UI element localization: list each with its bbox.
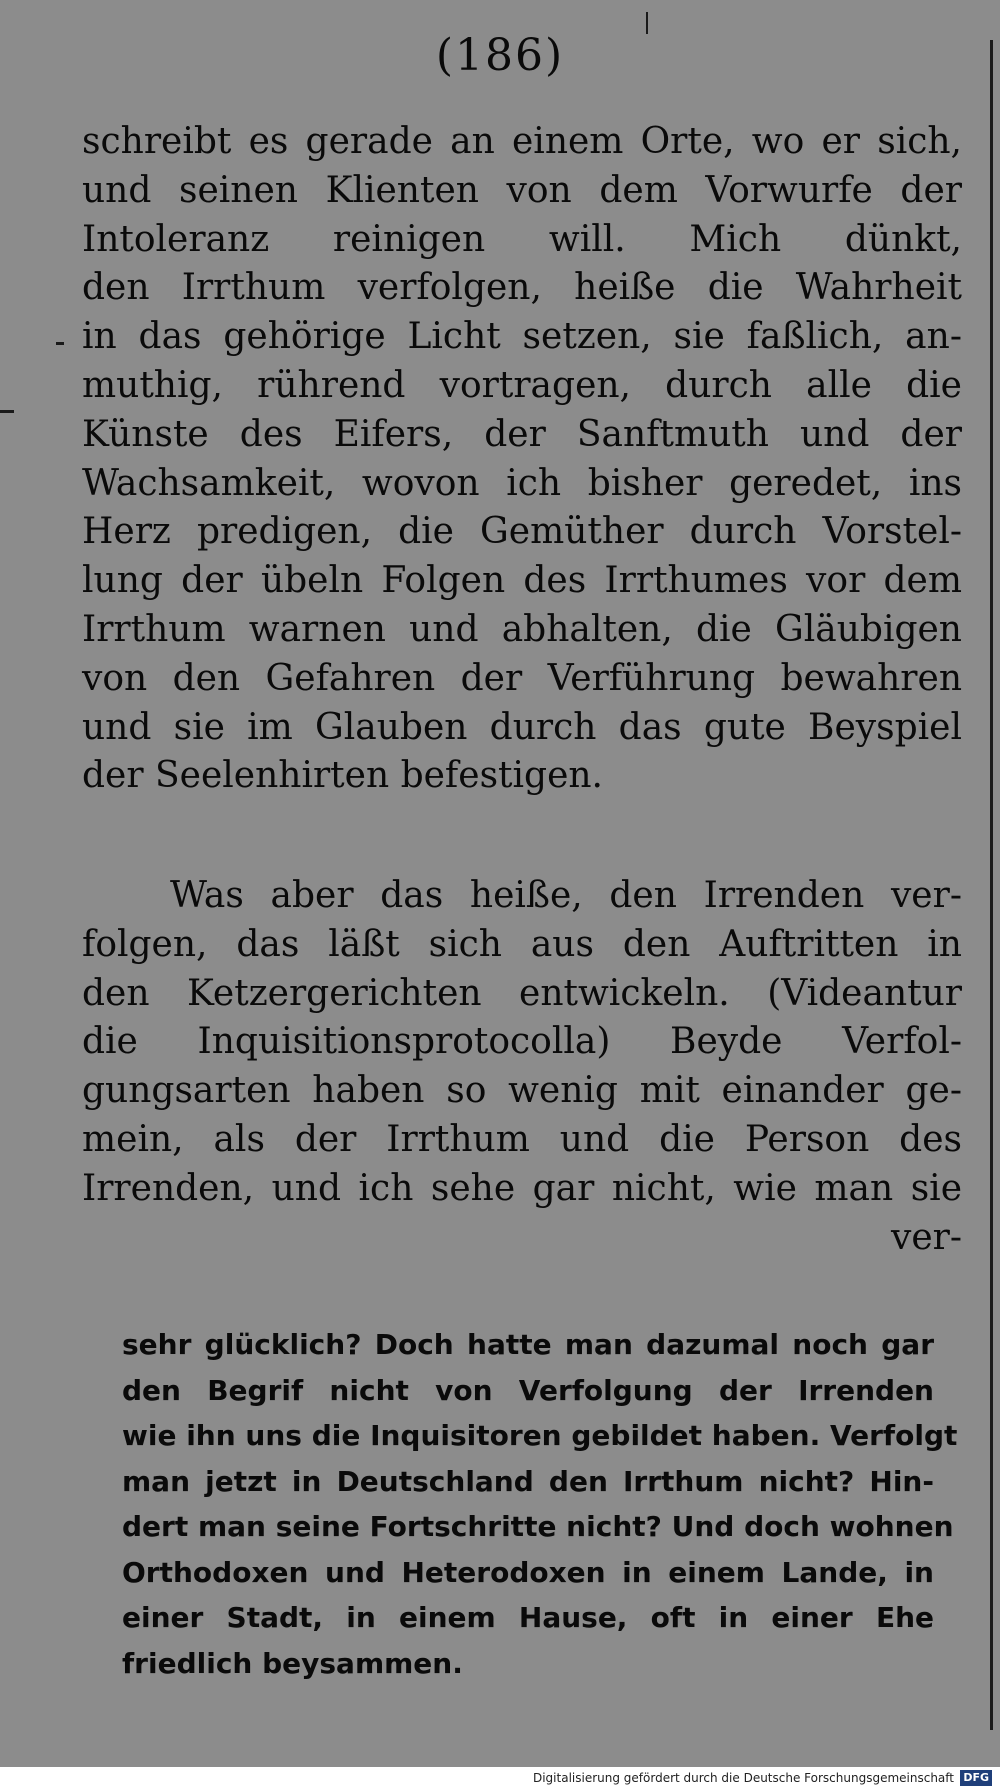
margin-mark xyxy=(56,342,64,345)
text-line: die Inquisitionsprotocolla) Beyde Verfol- xyxy=(82,1021,962,1063)
text-line: den Ketzergerichten entwickeln. (Videantur xyxy=(82,972,962,1014)
text-line: schreibt es gerade an einem Orte, wo er sich, xyxy=(82,121,962,162)
text-line: Wachsamkeit, wovon ich bisher geredet, ins xyxy=(82,462,962,504)
text-line: den Irrthum verfolgen, heiße die Wahrheit xyxy=(82,267,962,309)
footnote-line: Orthodoxen und Heterodoxen in einem Lande, in xyxy=(122,1555,934,1589)
text-line: Herz predigen, die Gemüther durch Vorstel- xyxy=(82,511,962,553)
text-line: von den Gefahren der Verführung bewahren xyxy=(82,657,962,699)
text-line: folgen, das läßt sich aus den Auftritten in xyxy=(82,923,962,965)
footnote-line: sehr glücklich? Doch hatte man dazumal noch gar xyxy=(122,1328,934,1361)
page-edge-line xyxy=(990,40,993,1730)
body-paragraph-2 xyxy=(82,872,962,1262)
footnote-line: den Begrif nicht von Verfolgung der Irrenden xyxy=(122,1373,934,1407)
page-number: (186) xyxy=(435,30,565,81)
text-line: mein, als der Irrthum und die Person des xyxy=(82,1118,962,1160)
footnote-line: friedlich beysammen. xyxy=(122,1646,463,1680)
text-line: muthig, rührend vortragen, durch alle die xyxy=(82,364,962,406)
text-line: Intoleranz reinigen will. Mich dünkt, xyxy=(82,218,962,260)
text-line: Künste des Eifers, der Sanftmuth und der xyxy=(82,413,962,455)
text-line: Irrthum warnen und abhalten, die Gläubigen xyxy=(82,608,962,650)
text-line: der Seelenhirten befestigen. xyxy=(82,755,603,797)
footnote xyxy=(122,1322,958,1686)
footnote-line: wie ihn uns die Inquisitoren gebildet haben. Verfolgt xyxy=(122,1419,958,1452)
text-line: in das gehörige Licht setzen, sie faßlich, an- xyxy=(82,316,962,358)
footnote-line: dert man seine Fortschritte nicht? Und doch wohnen xyxy=(122,1510,954,1543)
page-edge-line xyxy=(646,12,648,34)
footer-credit: Digitalisierung gefördert durch die Deutsche Forschungsgemeinschaft xyxy=(532,1771,954,1785)
footnote-line: man jetzt in Deutschland den Irrthum nicht? Hin- xyxy=(122,1464,934,1498)
text-line: und sie im Glauben durch das gute Beyspiel xyxy=(82,706,962,748)
text-line: Irrenden, und ich sehe gar nicht, wie man sie xyxy=(82,1167,962,1209)
dfg-logo: DFG xyxy=(960,1770,992,1786)
text-line: lung der übeln Folgen des Irrthumes vor dem xyxy=(82,560,962,602)
body-paragraph-1 xyxy=(82,118,962,801)
text-line: und seinen Klienten von dem Vorwurfe der xyxy=(82,169,962,211)
catchword: ver- xyxy=(890,1216,962,1258)
margin-mark xyxy=(0,410,14,413)
text-line: gungsarten haben so wenig mit einander ge- xyxy=(82,1070,962,1112)
footer-bar xyxy=(0,1767,1000,1789)
text-line: Was aber das heiße, den Irrenden ver- xyxy=(170,875,962,916)
footnote-line: einer Stadt, in einem Hause, oft in einer Ehe xyxy=(122,1601,934,1634)
